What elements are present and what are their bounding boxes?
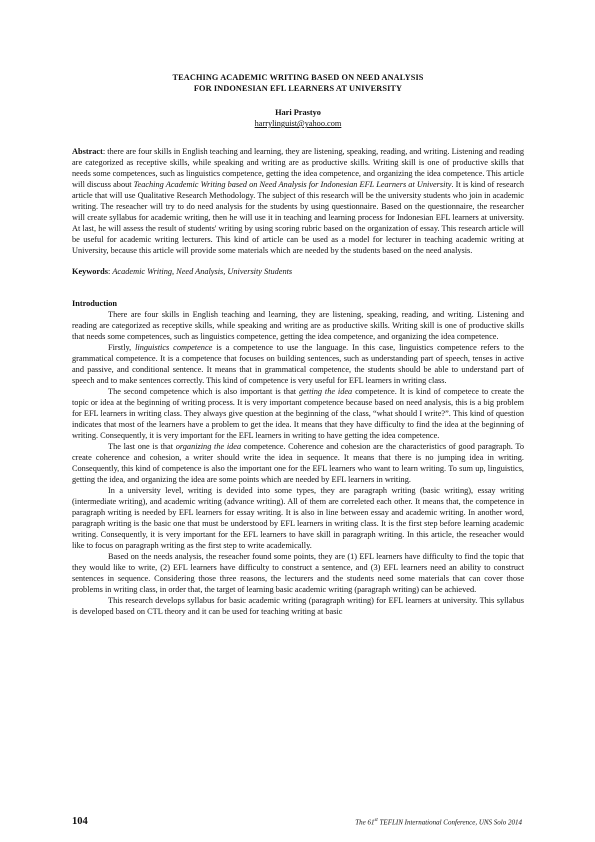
title-line-1: TEACHING ACADEMIC WRITING BASED ON NEED ANALYSIS [172,73,424,82]
intro-paragraph-7: This research develops syllabus for basic academic writing (paragraph writing) for EFL learners at university. This syllabus is developed based on CTL theory and it can be used for teaching writing at basic [72,596,524,616]
p3-text-a: The second competence which is also important is that [108,387,299,396]
p2-text-a: Firstly, [108,343,136,352]
conf-pre: The 61 [355,818,375,827]
conf-post: TEFLIN International Conference, UNS Solo 2014 [377,818,522,827]
keywords-label: Keywords [72,267,108,276]
p4-text-a: The last one is that [108,442,176,451]
paper-page [72,72,524,617]
keywords [72,266,524,277]
p4-text-b: competence. Coherence and cohesion are the characteristics of good paragraph. To create coherence and cohesion, a writer should write the idea in sequence. It means that there is no jumping idea in writing. Consequently, this kind of competence is also the important one for the EFL learners who want to learn writing. To sum up, linguistics, getting the idea, and organizing the idea are some points which are needed by EFL learners in writing. [72,442,524,484]
p3-text-b: competence. It is kind of competece to create the topic or idea at the beginning of writing process. It is very important competence because based on need analysis, this is a big problem for EFL learners in writing class. They always give question at the beginning of the class, “what should I write?”. This kind of question indicates that most of the learners have a problem to get the idea. It means that they have difficulty to find the idea at the beginning of writing. Consequently, it is very important for the EFL learners in writing to have getting the idea competence. [72,387,524,440]
abstract-text-2: . It is kind of research article that will use Qualitative Research Methodology. The subject of this research will be the university students who join in academic writing. The reseacher will try to do need analysis for the students by using questionnaire. Based on the questionnaire, the researcher will create syllabus for academic writing, then he will use it in teaching and learning process for Indonesian EFL learners at university. At last, he will assess the result of students' writing by using scoring rubric based on the organization of essay. This research article will be useful for academic writing lecturers. This kind of article can be used as a model for lecturer in teaching academic writing at University, because this article will provide some materials which are needed by the students based on the need analysis. [72,180,524,255]
intro-paragraph-1: There are four skills in English teaching and learning, they are listening, speaking, reading, and writing. Listening and reading are categorized as receptive skills, while speaking and writing are as productive skills. Writing skill is one of productive skills that needs some competences, such as linguistics competence, getting the idea competence, and organizing the idea competence. [72,310,524,341]
keywords-text: Academic Writing, Need Analysis, University Students [112,267,293,276]
conference-footer [355,818,522,826]
intro-paragraph-4 [72,441,524,485]
page-number: 104 [72,816,88,827]
abstract-label: Abstract [72,147,103,156]
intro-paragraph-3 [72,386,524,441]
section-heading-introduction: Introduction [72,299,118,308]
conf-sup: st [374,818,378,823]
paper-title [72,72,524,94]
intro-paragraph-2 [72,342,524,386]
p4-italic: organizing the idea [175,442,242,451]
intro-paragraph-5: In a university level, writing is devided into some types, they are paragraph writing (basic writing), essay writing (intermediate writing), and academic writing (advance writing). All of them are correleted each other. It means that, the competence in paragraph writing is needed by EFL learners for essay writing. It is also in line between essay and academic writing. In another word, paragraph writing is the basic one that must be understood by EFL learners in writing class. It is the first step before learning academic writing. Consequently, it is very important for the EFL learners to have skill in paragraph writing. In this article, the reseacher would like to focus on paragraph writing as the first step to write academically. [72,486,524,550]
p3-italic: getting the idea [298,387,353,396]
abstract-italic-title: Teaching Academic Writing based on Need Analysis for Indonesian EFL Learners at University [133,180,452,189]
keywords-colon: : [107,267,113,276]
abstract-text-1: : there are four skills in English teaching and learning, they are listening, speaking, reading, and writing. Listening and reading are categorized as receptive skills, while speaking and writing are as productive skills. Writing skill is one of productive skills that needs some competences, such as linguistics competence, getting the idea competence, and organizing the idea competence. This article will discuss about [72,147,524,189]
author-name: Hari Prastyo [275,108,321,117]
p2-italic: linguistics competence [135,343,213,352]
abstract [72,146,524,256]
p2-text-b: is a competence to use the language. In this case, linguistics competence refers to the grammatical competence. It is a competence that focuses on building sentences, such as understanding part of speech, tenses in active and passive, and conditional sentence. It means that in grammatical competence, the students should be able to understand part of speech and to make sentences correctly. This kind of competence is very useful for EFL learners in writing class. [72,343,524,385]
author-email[interactable]: harrylinguist@yahoo.com [254,119,342,128]
intro-paragraph-6: Based on the needs analysis, the reseacher found some points, they are (1) EFL learners have difficulty to find the topic that they would like to write, (2) EFL learners have difficulty to construct a sentence, and (3) EFL learners need an ability to construct sentences in sequence. Considering those three reasons, the lecturers and the students need some materials that can cover those problems in writing class, in order that, the target of learning basic academic writing (paragraph writing) can be achieved. [72,552,524,594]
title-line-2: FOR INDONESIAN EFL LEARNERS AT UNIVERSITY [193,84,403,93]
